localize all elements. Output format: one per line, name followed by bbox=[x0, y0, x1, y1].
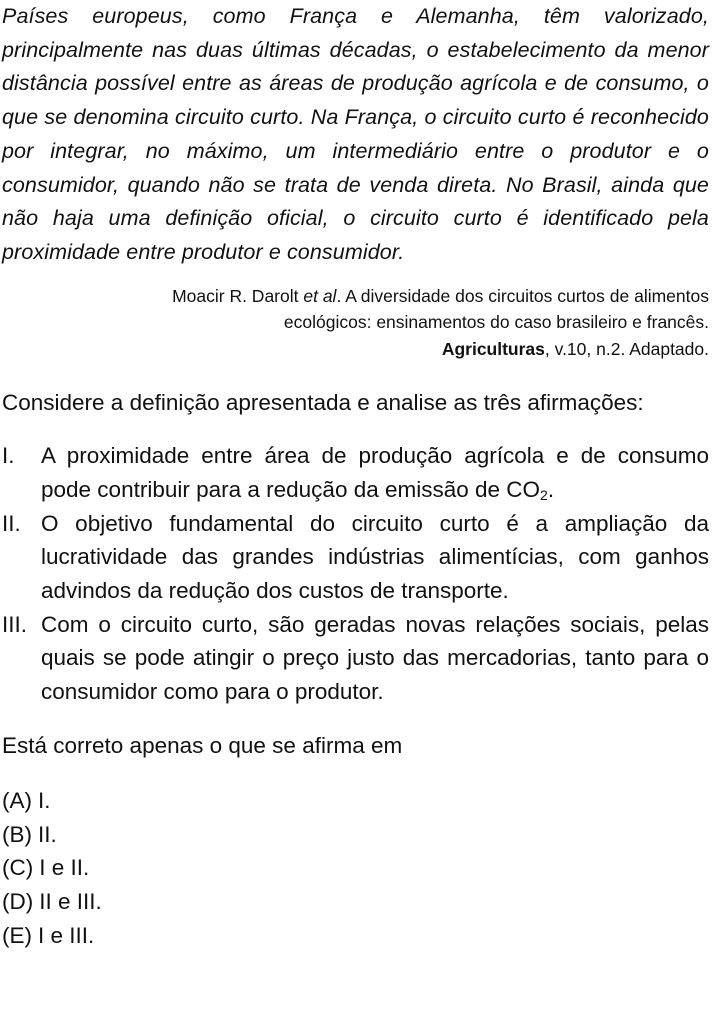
answer-option-e[interactable] bbox=[2, 919, 709, 953]
statement-numeral: II. bbox=[2, 510, 21, 536]
answer-options bbox=[2, 784, 709, 953]
citation-line-2: ecológicos: ensinamentos do caso brasileiro e francês. bbox=[283, 312, 709, 333]
answer-option-d[interactable] bbox=[2, 885, 709, 919]
statement-text: O objetivo fundamental do circuito curto é a ampliação da lucratividade das grandes indústrias alimentícias, com ganhos advindos da redução dos custos de transporte. bbox=[41, 510, 709, 603]
option-letter: (E) bbox=[2, 922, 32, 948]
citation-line-1 bbox=[2, 283, 709, 310]
statement-numeral: III. bbox=[2, 611, 28, 637]
statement-numeral: I. bbox=[2, 443, 15, 469]
answer-option-c[interactable] bbox=[2, 851, 709, 885]
option-letter: (D) bbox=[2, 889, 34, 915]
citation bbox=[2, 283, 709, 363]
statement-item bbox=[2, 608, 709, 709]
prompt-text: Considere a definição apresentada e analise as três afirmações: bbox=[2, 390, 644, 416]
statement-1-tail: . bbox=[547, 476, 555, 502]
option-text: I e III. bbox=[38, 922, 95, 948]
statement-item bbox=[2, 507, 709, 608]
citation-etal: et al bbox=[303, 285, 337, 306]
option-text: II e III. bbox=[39, 889, 102, 915]
option-text: II. bbox=[38, 821, 57, 847]
statement-list bbox=[2, 439, 709, 709]
answer-option-a[interactable] bbox=[2, 784, 709, 818]
citation-line-3 bbox=[2, 336, 709, 363]
option-letter: (A) bbox=[2, 787, 32, 813]
co2-subscript: 2 bbox=[540, 486, 548, 503]
passage-text: Países europeus, como França e Alemanha, têm valorizado, principalmente nas duas últimas décadas, o estabelecimento da menor distância possível entre as áreas de produção agrícola e de consumo, o que se denomina circuito curto. Na França, o circuito curto é reconhecido por integrar, no máximo, um intermediário entre o produtor e o consumidor, quando não se trata de venda direta. No Brasil, ainda que não haja uma definição oficial, o circuito curto é identificado pela proximidade entre produtor e consumidor. bbox=[2, 4, 709, 264]
citation-journal: Agriculturas bbox=[441, 338, 545, 359]
statement-text bbox=[41, 439, 709, 506]
citation-details: , v.10, n.2. Adaptado. bbox=[544, 338, 709, 359]
option-letter: (C) bbox=[2, 855, 34, 881]
statement-1-body: A proximidade entre área de produção agrícola e de consumo pode contribuir para a redução da emissão de CO bbox=[41, 443, 709, 502]
question-text: Está correto apenas o que se afirma em bbox=[2, 732, 403, 758]
citation-title-part1: . A diversidade dos circuitos curtos de alimentos bbox=[336, 285, 709, 306]
option-text: I e II. bbox=[39, 855, 90, 881]
citation-author: Moacir R. Darolt bbox=[172, 285, 304, 306]
option-letter: (B) bbox=[2, 821, 32, 847]
answer-option-b[interactable] bbox=[2, 818, 709, 852]
statement-item bbox=[2, 439, 709, 506]
option-text: I. bbox=[38, 787, 51, 813]
statement-text: Com o circuito curto, são geradas novas relações sociais, pelas quais se pode atingir o preço justo das mercadorias, tanto para o consumidor como para o produtor. bbox=[41, 611, 709, 705]
